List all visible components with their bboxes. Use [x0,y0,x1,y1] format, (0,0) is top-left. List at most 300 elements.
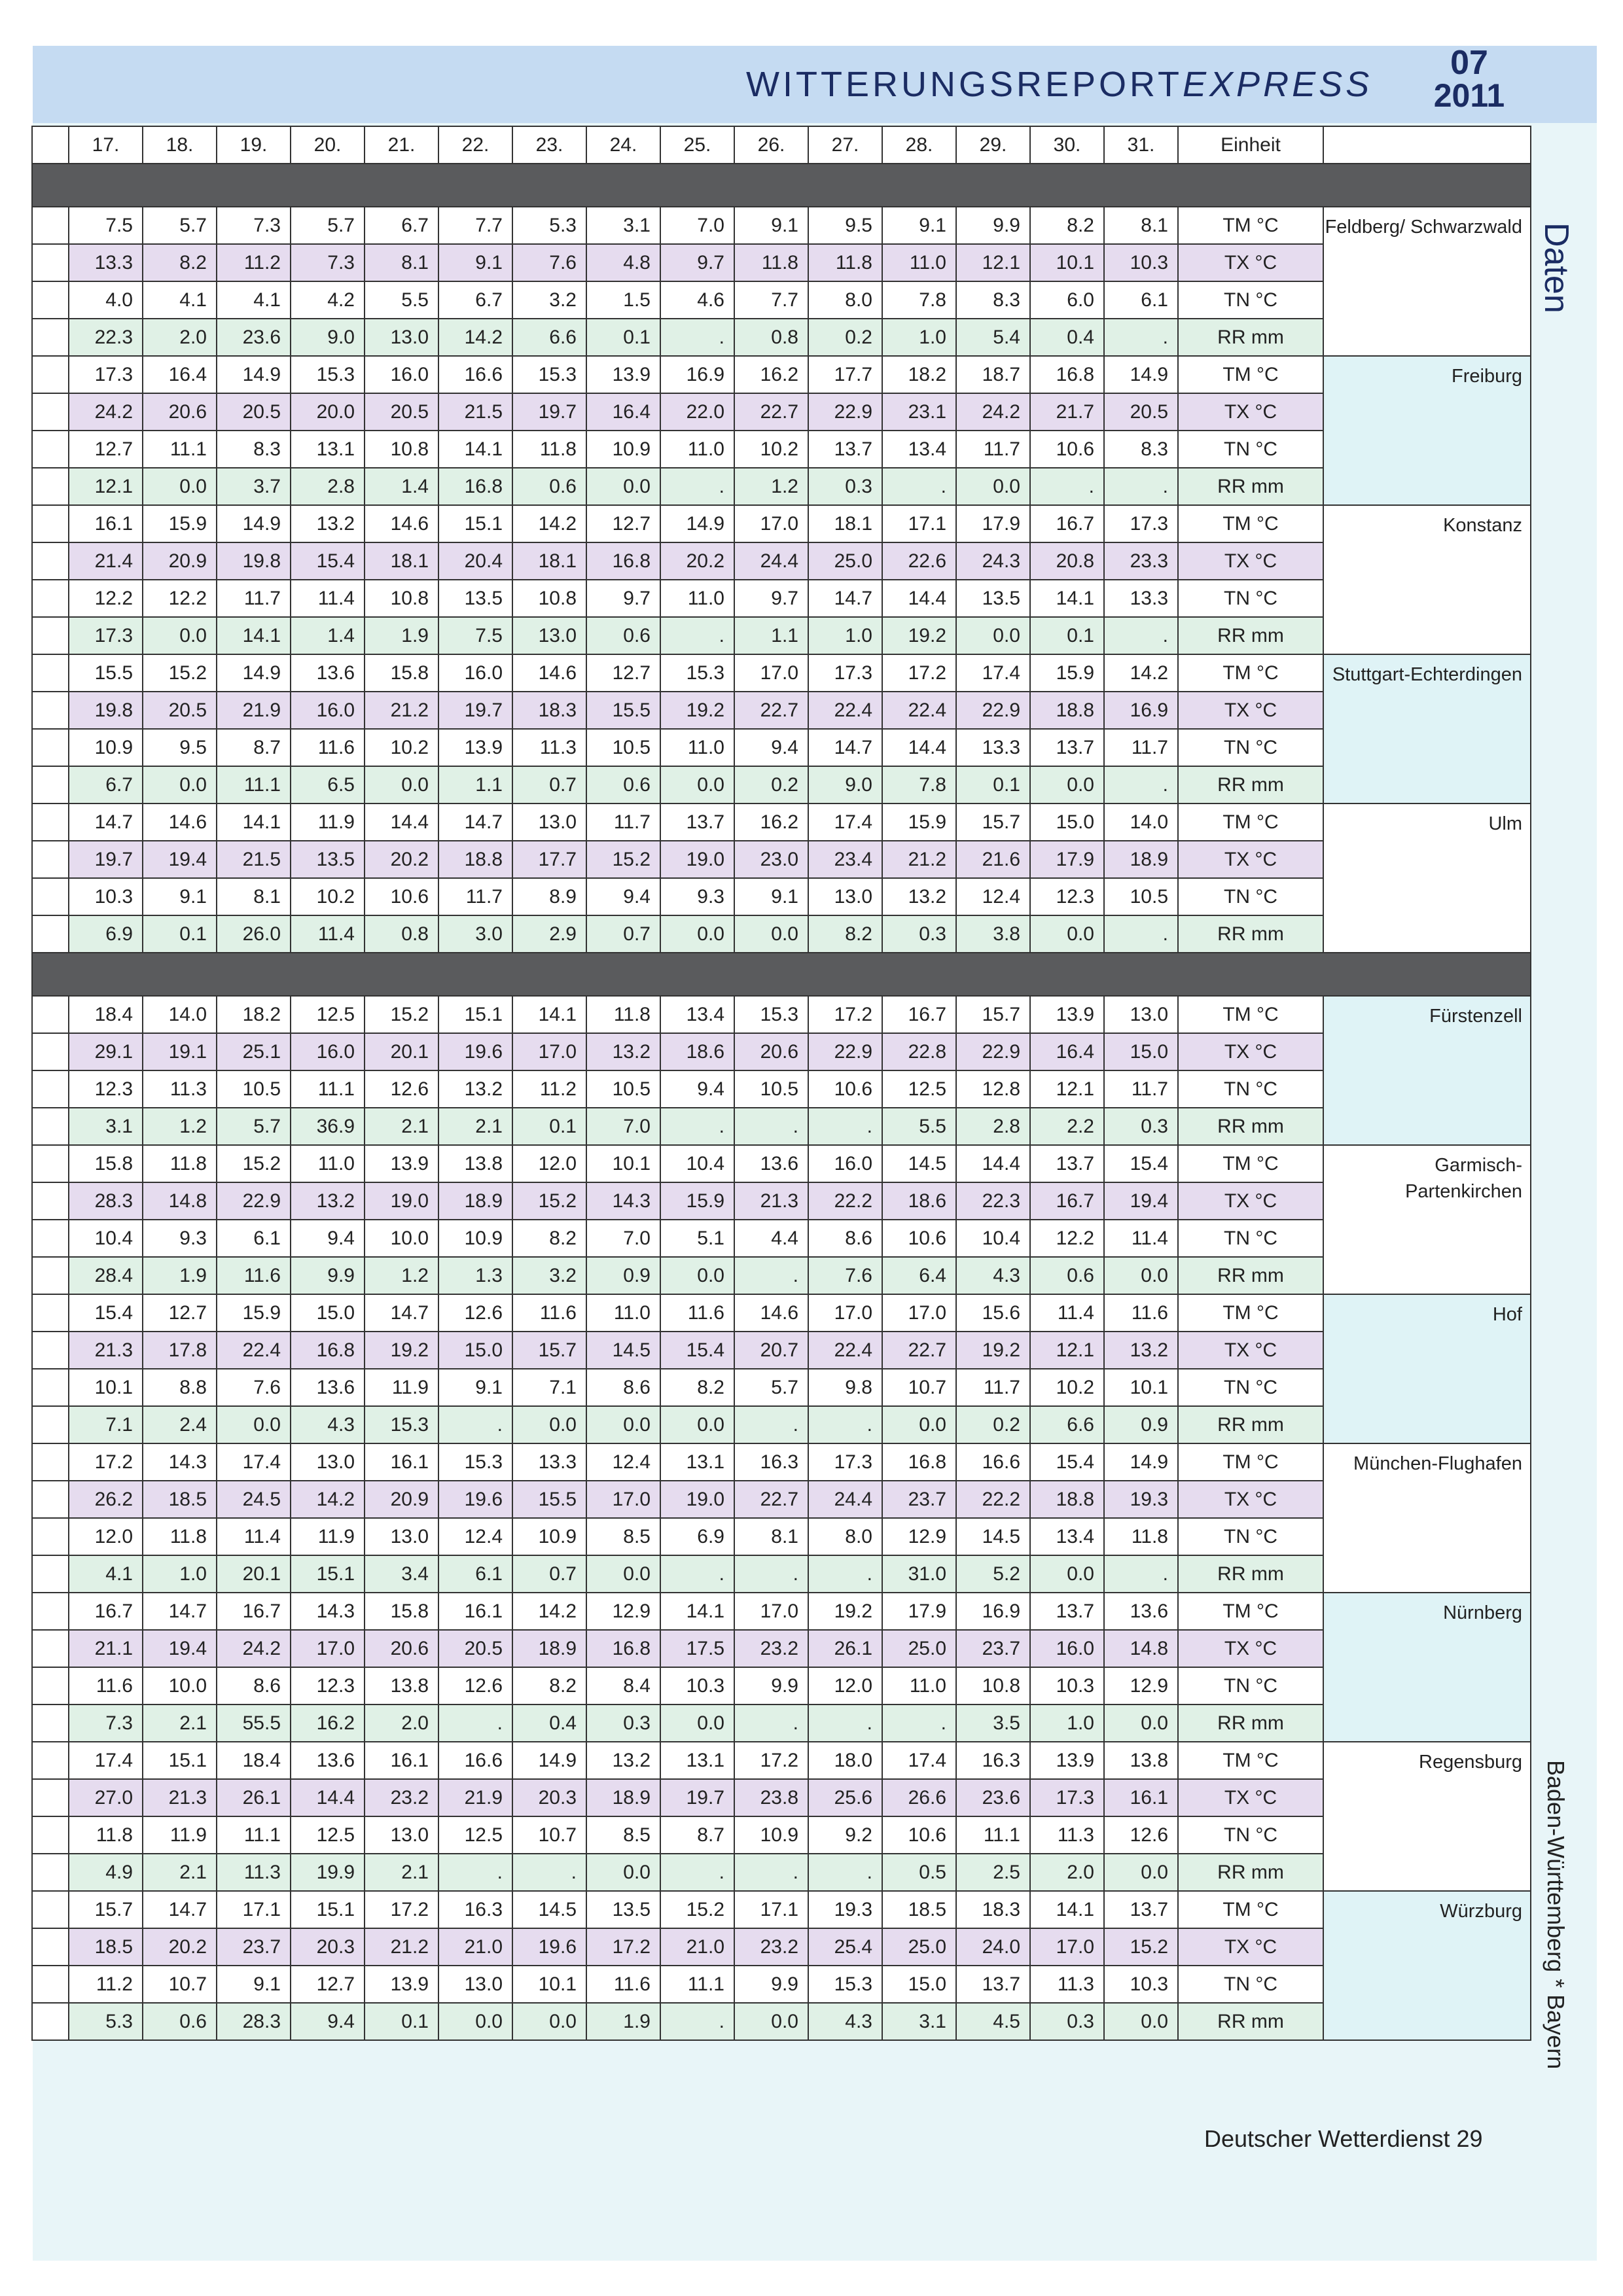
value-cell: 11.7 [956,431,1030,468]
value-cell: 16.0 [438,654,512,692]
unit-cell: RR mm [1178,1704,1323,1742]
value-cell: 10.1 [1104,1369,1178,1406]
value-cell: 10.4 [660,1145,734,1182]
value-cell: 11.1 [660,1966,734,2003]
value-cell: 8.0 [808,281,882,319]
value-cell: 9.9 [734,1966,808,2003]
value-cell: 19.0 [365,1182,438,1220]
value-cell: 12.7 [291,1966,365,2003]
value-cell: 17.4 [956,654,1030,692]
row-lead-cell [32,319,69,356]
row-lead-cell [32,1257,69,1294]
unit-cell: RR mm [1178,1108,1323,1145]
value-cell: 0.0 [217,1406,291,1443]
day-header: 18. [143,126,217,164]
value-cell: 14.7 [808,729,882,766]
value-cell: 23.0 [734,841,808,878]
value-cell: 17.0 [586,1481,660,1518]
value-cell: 6.5 [291,766,365,804]
value-cell: 23.6 [956,1779,1030,1816]
table-row [32,1555,1531,1593]
value-cell: . [808,1555,882,1593]
value-cell: 6.1 [217,1220,291,1257]
row-lead-cell [32,692,69,729]
value-cell: 7.8 [882,281,956,319]
value-cell: 7.6 [512,244,586,281]
row-lead-cell [32,431,69,468]
value-cell: 14.4 [882,580,956,617]
value-cell: 13.9 [438,729,512,766]
day-header: 26. [734,126,808,164]
section-band-cell [32,164,1531,207]
value-cell: 24.2 [69,393,143,431]
value-cell: 19.4 [1104,1182,1178,1220]
value-cell: 13.6 [291,1369,365,1406]
value-cell: 11.3 [217,1854,291,1891]
value-cell: 23.1 [882,393,956,431]
value-cell: 7.0 [586,1108,660,1145]
unit-cell: RR mm [1178,468,1323,505]
value-cell: 0.0 [956,468,1030,505]
row-lead-cell [32,1294,69,1332]
value-cell: 19.7 [438,692,512,729]
value-cell: 6.7 [69,766,143,804]
value-cell: . [808,1406,882,1443]
value-cell: 12.4 [956,878,1030,915]
table-row [32,1220,1531,1257]
value-cell: 1.9 [365,617,438,654]
value-cell: 11.8 [143,1145,217,1182]
value-cell: 12.2 [69,580,143,617]
table-row [32,281,1531,319]
value-cell: 12.0 [808,1667,882,1704]
value-cell: 13.9 [365,1145,438,1182]
value-cell: 21.2 [365,1928,438,1966]
unit-cell: TM °C [1178,1593,1323,1630]
table-row [32,878,1531,915]
table-row [32,542,1531,580]
value-cell: 11.9 [291,804,365,841]
value-cell: 2.1 [438,1108,512,1145]
value-cell: 10.6 [1030,431,1104,468]
value-cell: 6.9 [660,1518,734,1555]
table-row [32,841,1531,878]
value-cell: 23.2 [734,1928,808,1966]
value-cell: 11.0 [660,729,734,766]
value-cell: 21.9 [438,1779,512,1816]
row-lead-cell [32,1481,69,1518]
value-cell: 17.9 [956,505,1030,542]
unit-cell: TX °C [1178,542,1323,580]
table-row [32,468,1531,505]
value-cell: 17.2 [69,1443,143,1481]
value-cell: 16.4 [586,393,660,431]
value-cell: 0.3 [586,1704,660,1742]
value-cell: 12.9 [586,1593,660,1630]
value-cell: 18.9 [586,1779,660,1816]
value-cell: 13.8 [365,1667,438,1704]
value-cell: 13.9 [586,356,660,393]
value-cell: 10.1 [512,1966,586,2003]
value-cell: 25.6 [808,1779,882,1816]
value-cell: 10.2 [1030,1369,1104,1406]
value-cell: 18.0 [808,1742,882,1779]
section-band-cell [32,953,1531,996]
value-cell: 15.3 [291,356,365,393]
table-row [32,915,1531,953]
table-row [32,1667,1531,1704]
value-cell: 17.0 [808,1294,882,1332]
row-lead-cell [32,804,69,841]
value-cell: 17.7 [808,356,882,393]
value-cell: 17.4 [808,804,882,841]
row-lead-cell [32,1220,69,1257]
value-cell: 8.7 [660,1816,734,1854]
value-cell: 10.9 [512,1518,586,1555]
value-cell: 14.1 [660,1593,734,1630]
value-cell: 0.0 [660,1406,734,1443]
value-cell: 5.7 [217,1108,291,1145]
value-cell: 1.2 [143,1108,217,1145]
value-cell: 3.1 [586,207,660,244]
value-cell: 9.9 [291,1257,365,1294]
value-cell: 13.2 [882,878,956,915]
value-cell: 17.2 [365,1891,438,1928]
value-cell: 0.7 [586,915,660,953]
value-cell: 9.1 [438,244,512,281]
value-cell: 16.3 [956,1742,1030,1779]
value-cell: 14.5 [882,1145,956,1182]
value-cell: 13.9 [1030,996,1104,1033]
value-cell: 5.1 [660,1220,734,1257]
value-cell: 17.4 [882,1742,956,1779]
value-cell: . [660,1854,734,1891]
value-cell: 0.0 [586,1406,660,1443]
value-cell: 1.1 [438,766,512,804]
row-lead-cell [32,505,69,542]
value-cell: 16.0 [291,692,365,729]
value-cell: 13.8 [1104,1742,1178,1779]
value-cell: 21.1 [69,1630,143,1667]
value-cell: 13.7 [660,804,734,841]
station-name: Garmisch- Partenkirchen [1323,1145,1531,1294]
value-cell: 31.0 [882,1555,956,1593]
table-row [32,617,1531,654]
value-cell: 14.7 [808,580,882,617]
value-cell: 20.5 [365,393,438,431]
value-cell: 17.1 [734,1891,808,1928]
value-cell: 19.4 [143,1630,217,1667]
table-row [32,766,1531,804]
value-cell: 17.0 [882,1294,956,1332]
value-cell: 11.6 [586,1966,660,2003]
value-cell: 0.0 [365,766,438,804]
value-cell: 24.4 [734,542,808,580]
value-cell: 25.1 [217,1033,291,1070]
value-cell: 0.0 [660,766,734,804]
value-cell: 12.5 [438,1816,512,1854]
value-cell: 13.5 [956,580,1030,617]
value-cell: 11.3 [1030,1966,1104,2003]
row-lead-cell [32,1966,69,2003]
value-cell: 17.7 [512,841,586,878]
table-row [32,1816,1531,1854]
value-cell: 11.0 [291,1145,365,1182]
value-cell: 13.0 [365,1816,438,1854]
value-cell: 18.1 [512,542,586,580]
value-cell: 4.3 [291,1406,365,1443]
value-cell: 8.2 [808,915,882,953]
value-cell: 6.6 [1030,1406,1104,1443]
value-cell: 22.7 [734,692,808,729]
value-cell: . [808,1704,882,1742]
value-cell: 23.4 [808,841,882,878]
table-row [32,393,1531,431]
row-lead-cell [32,1369,69,1406]
row-lead-cell [32,207,69,244]
value-cell: 17.8 [143,1332,217,1369]
value-cell: 13.7 [1030,1145,1104,1182]
unit-cell: TX °C [1178,244,1323,281]
value-cell: 2.0 [365,1704,438,1742]
value-cell: 19.2 [365,1332,438,1369]
unit-cell: TN °C [1178,580,1323,617]
table-row [32,319,1531,356]
value-cell: 16.6 [438,356,512,393]
value-cell: 22.8 [882,1033,956,1070]
value-cell: 14.7 [69,804,143,841]
table-row [32,1406,1531,1443]
day-header: 23. [512,126,586,164]
value-cell: 16.8 [882,1443,956,1481]
value-cell: 10.5 [734,1070,808,1108]
value-cell: . [1104,617,1178,654]
value-cell: 13.2 [586,1742,660,1779]
value-cell: 3.8 [956,915,1030,953]
value-cell: . [882,468,956,505]
value-cell: 25.0 [882,1630,956,1667]
value-cell: 21.2 [365,692,438,729]
unit-cell: TN °C [1178,1369,1323,1406]
value-cell: 15.7 [956,996,1030,1033]
value-cell: 9.1 [734,207,808,244]
value-cell: 14.6 [734,1294,808,1332]
row-lead-cell [32,542,69,580]
value-cell: . [734,1704,808,1742]
value-cell: 11.0 [660,431,734,468]
day-header: 20. [291,126,365,164]
section-band [32,953,1531,996]
value-cell: 16.6 [438,1742,512,1779]
value-cell: 22.4 [808,692,882,729]
unit-cell: TN °C [1178,1667,1323,1704]
row-lead-cell [32,996,69,1033]
value-cell: 17.5 [660,1630,734,1667]
value-cell: 26.6 [882,1779,956,1816]
value-cell: 10.8 [512,580,586,617]
value-cell: 17.3 [1030,1779,1104,1816]
value-cell: 8.9 [512,878,586,915]
value-cell: 0.9 [586,1257,660,1294]
value-cell: 10.6 [882,1816,956,1854]
value-cell: 3.2 [512,1257,586,1294]
value-cell: 4.5 [956,2003,1030,2040]
value-cell: 11.6 [291,729,365,766]
side-label-daten: Daten [1537,222,1575,313]
value-cell: 19.6 [438,1481,512,1518]
value-cell: 9.1 [217,1966,291,2003]
value-cell: 14.7 [438,804,512,841]
value-cell: 0.8 [734,319,808,356]
value-cell: 19.2 [808,1593,882,1630]
value-cell: 4.4 [734,1220,808,1257]
value-cell: 11.6 [69,1667,143,1704]
value-cell: . [660,2003,734,2040]
value-cell: 8.1 [217,878,291,915]
value-cell: 14.1 [1030,1891,1104,1928]
value-cell: 10.3 [1104,244,1178,281]
value-cell: 14.9 [217,505,291,542]
station-name: Nürnberg [1323,1593,1531,1742]
value-cell: 11.0 [882,244,956,281]
value-cell: 13.2 [291,1182,365,1220]
value-cell: 7.5 [438,617,512,654]
value-cell: 14.3 [291,1593,365,1630]
value-cell: 13.7 [808,431,882,468]
value-cell: 20.6 [143,393,217,431]
value-cell: 11.9 [365,1369,438,1406]
value-cell: 13.2 [1104,1332,1178,1369]
unit-cell: TM °C [1178,505,1323,542]
value-cell: 16.0 [808,1145,882,1182]
value-cell: 15.2 [1104,1928,1178,1966]
value-cell: 16.4 [143,356,217,393]
value-cell: 1.4 [365,468,438,505]
value-cell: 14.9 [217,356,291,393]
value-cell: 0.9 [1104,1406,1178,1443]
value-cell: 1.0 [1030,1704,1104,1742]
value-cell: 2.1 [365,1854,438,1891]
value-cell: 21.5 [438,393,512,431]
value-cell: 9.0 [291,319,365,356]
value-cell: 17.2 [882,654,956,692]
value-cell: 15.1 [438,505,512,542]
row-lead-cell [32,729,69,766]
unit-cell: RR mm [1178,915,1323,953]
value-cell: 16.9 [956,1593,1030,1630]
unit-cell: TN °C [1178,281,1323,319]
value-cell: 22.7 [734,1481,808,1518]
table-row [32,1966,1531,2003]
station-name: Regensburg [1323,1742,1531,1891]
value-cell: 0.7 [512,1555,586,1593]
value-cell: 1.0 [808,617,882,654]
value-cell: 8.6 [586,1369,660,1406]
value-cell: 10.2 [365,729,438,766]
value-cell: 11.1 [143,431,217,468]
value-cell: 16.0 [365,356,438,393]
value-cell: 0.0 [586,1854,660,1891]
value-cell: 12.6 [1104,1816,1178,1854]
value-cell: 12.1 [1030,1070,1104,1108]
value-cell: 8.7 [217,729,291,766]
value-cell: 7.3 [69,1704,143,1742]
value-cell: . [1030,468,1104,505]
value-cell: 0.0 [1030,915,1104,953]
value-cell: 7.3 [217,207,291,244]
value-cell: 7.0 [586,1220,660,1257]
value-cell: 15.3 [365,1406,438,1443]
value-cell: 15.9 [1030,654,1104,692]
table-row [32,1443,1531,1481]
value-cell: 0.0 [512,2003,586,2040]
value-cell: 9.9 [956,207,1030,244]
value-cell: 16.6 [956,1443,1030,1481]
value-cell: 0.2 [734,766,808,804]
station-name: Konstanz [1323,505,1531,654]
value-cell: 14.6 [143,804,217,841]
value-cell: 22.9 [217,1182,291,1220]
value-cell: 14.2 [1104,654,1178,692]
value-cell: 14.9 [660,505,734,542]
value-cell: 15.0 [882,1966,956,2003]
value-cell: 14.5 [586,1332,660,1369]
table-row [32,1145,1531,1182]
value-cell: 16.1 [365,1742,438,1779]
value-cell: 18.8 [438,841,512,878]
row-lead-cell [32,1070,69,1108]
value-cell: 13.9 [365,1966,438,2003]
value-cell: 13.3 [956,729,1030,766]
station-name: Hof [1323,1294,1531,1443]
value-cell: 12.1 [956,244,1030,281]
value-cell: 19.7 [512,393,586,431]
value-cell: 17.3 [1104,505,1178,542]
value-cell: 7.6 [217,1369,291,1406]
value-cell: 10.5 [586,1070,660,1108]
value-cell: 0.1 [586,319,660,356]
value-cell: 16.2 [734,356,808,393]
value-cell: 17.3 [808,1443,882,1481]
value-cell: 11.0 [660,580,734,617]
row-lead-cell [32,915,69,953]
row-lead-cell [32,393,69,431]
value-cell: 24.0 [956,1928,1030,1966]
value-cell: 0.6 [512,468,586,505]
value-cell: 20.7 [734,1332,808,1369]
value-cell: 9.8 [808,1369,882,1406]
value-cell: 6.9 [69,915,143,953]
row-lead-cell [32,1033,69,1070]
value-cell: 15.2 [143,654,217,692]
value-cell: 3.5 [956,1704,1030,1742]
value-cell: 12.1 [1030,1332,1104,1369]
value-cell: 0.1 [1030,617,1104,654]
value-cell: . [512,1854,586,1891]
value-cell: 22.9 [808,1033,882,1070]
value-cell: 10.9 [69,729,143,766]
value-cell: 2.4 [143,1406,217,1443]
value-cell: 20.0 [291,393,365,431]
value-cell: 11.8 [586,996,660,1033]
value-cell: 2.1 [143,1854,217,1891]
value-cell: 24.2 [956,393,1030,431]
value-cell: 19.3 [1104,1481,1178,1518]
value-cell: 2.8 [291,468,365,505]
day-header: 24. [586,126,660,164]
value-cell: 15.2 [365,996,438,1033]
value-cell: 14.0 [143,996,217,1033]
